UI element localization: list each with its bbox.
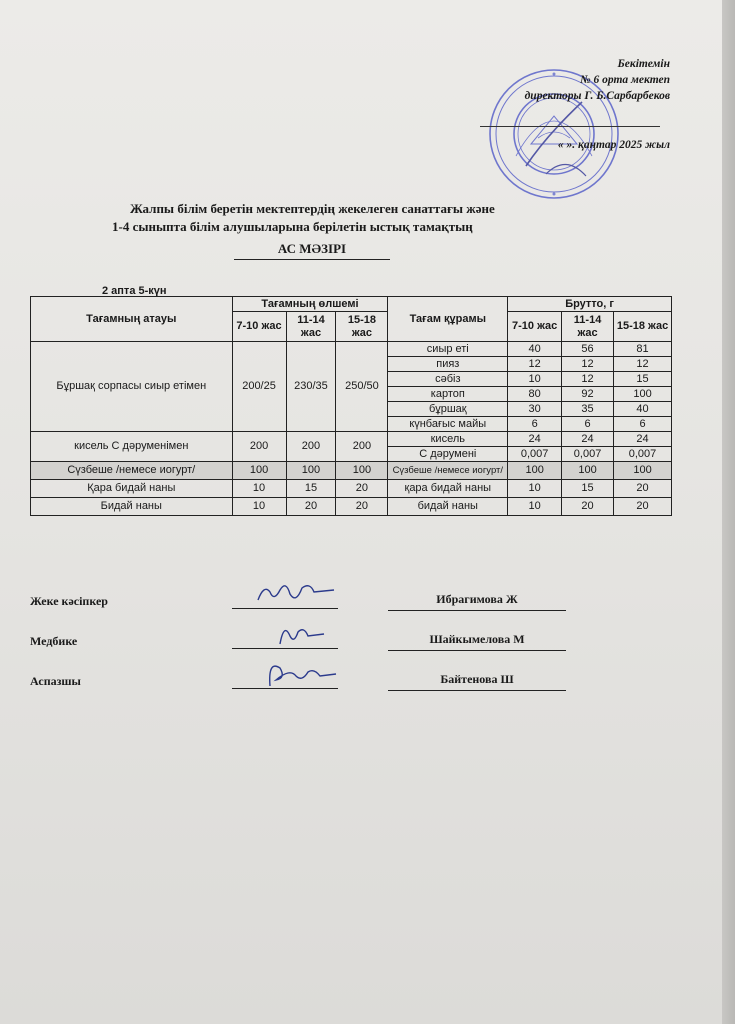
table-row: [31, 498, 672, 516]
gross-value: 24: [508, 432, 562, 447]
portion-value: 250/50: [336, 342, 388, 432]
gross-value: 100: [614, 387, 672, 402]
gross-value: 24: [614, 432, 672, 447]
gross-value: 10: [508, 480, 562, 498]
signature-line: [232, 688, 338, 689]
menu-table: [30, 296, 672, 516]
ingredient-name: қара бидай наны: [388, 480, 508, 498]
dish-name: Сүзбеше /немесе иогурт/: [31, 462, 233, 480]
portion-value: 200/25: [232, 342, 286, 432]
header-age-15-18: 15-18 жас: [336, 312, 388, 342]
signature-name: Ибрагимова Ж: [388, 592, 566, 611]
gross-value: 35: [562, 402, 614, 417]
table-row: [31, 480, 672, 498]
gross-value: 6: [614, 417, 672, 432]
gross-value: 6: [562, 417, 614, 432]
header-age-11-14: 11-14 жас: [286, 312, 336, 342]
gross-value: 0,007: [562, 447, 614, 462]
page-edge: [722, 0, 735, 1024]
gross-value: 12: [562, 357, 614, 372]
gross-value: 80: [508, 387, 562, 402]
gross-value: 40: [508, 342, 562, 357]
gross-value: 15: [562, 480, 614, 498]
portion-value: 100: [232, 462, 286, 480]
gross-value: 30: [508, 402, 562, 417]
dish-name: Бидай наны: [31, 498, 233, 516]
table-row: [31, 432, 672, 447]
ingredient-name: бұршақ: [388, 402, 508, 417]
ingredient-name: бидай наны: [388, 498, 508, 516]
gross-value: 0,007: [508, 447, 562, 462]
portion-value: 230/35: [286, 342, 336, 432]
gross-value: 12: [508, 357, 562, 372]
day-label: 2 апта 5-күн: [102, 285, 167, 297]
header-gross-age-7-10: 7-10 жас: [508, 312, 562, 342]
menu-heading: АС МӘЗІРІ: [234, 241, 390, 260]
ingredient-name: пияз: [388, 357, 508, 372]
approval-block: [490, 56, 670, 153]
gross-value: 100: [614, 462, 672, 480]
gross-value: 6: [508, 417, 562, 432]
signature-role: Аспазшы: [30, 674, 81, 688]
table-row: [31, 462, 672, 480]
gross-value: 20: [614, 480, 672, 498]
signature-row-entrepreneur: [30, 588, 590, 612]
gross-value: 100: [508, 462, 562, 480]
ingredient-name: кисель: [388, 432, 508, 447]
signature-row-nurse: [30, 628, 590, 652]
signature-role: Медбике: [30, 634, 78, 648]
gross-value: 100: [562, 462, 614, 480]
dish-name: Қара бидай наны: [31, 480, 233, 498]
header-composition: Тағам құрамы: [388, 297, 508, 342]
header-portion: Тағамның өлшемі: [232, 297, 388, 312]
gross-value: 92: [562, 387, 614, 402]
signature-row-cook: [30, 668, 590, 692]
approval-date: « ». қаңтар 2025 жыл: [557, 139, 670, 151]
gross-value: 12: [562, 372, 614, 387]
gross-value: 20: [614, 498, 672, 516]
ingredient-name: С дәрумені: [388, 447, 508, 462]
signature-scribble: [250, 618, 340, 650]
portion-value: 20: [336, 480, 388, 498]
header-age-7-10: 7-10 жас: [232, 312, 286, 342]
portion-value: 10: [232, 498, 286, 516]
portion-value: 20: [286, 498, 336, 516]
document-title: [90, 200, 630, 236]
header-gross-age-11-14: 11-14 жас: [562, 312, 614, 342]
gross-value: 56: [562, 342, 614, 357]
dish-name: Бұршақ сорпасы сиыр етімен: [31, 342, 233, 432]
gross-value: 10: [508, 498, 562, 516]
header-gross: Брутто, г: [508, 297, 672, 312]
portion-value: 200: [286, 432, 336, 462]
gross-value: 15: [614, 372, 672, 387]
dish-name: кисель С дәруменімен: [31, 432, 233, 462]
approval-school: № 6 орта мектеп: [580, 74, 670, 86]
portion-value: 20: [336, 498, 388, 516]
ingredient-name: сәбіз: [388, 372, 508, 387]
ingredient-name: Сүзбеше /немесе иогурт/: [388, 462, 508, 480]
title-line-2: 1-4 сыныпта білім алушыларына берілетін ыстық тамақтың: [112, 219, 473, 234]
header-gross-age-15-18: 15-18 жас: [614, 312, 672, 342]
approval-heading: Бекітемін: [617, 58, 670, 70]
approval-signature-line: [480, 104, 660, 127]
gross-value: 12: [614, 357, 672, 372]
gross-value: 10: [508, 372, 562, 387]
gross-value: 81: [614, 342, 672, 357]
portion-value: 10: [232, 480, 286, 498]
portion-value: 200: [232, 432, 286, 462]
portion-value: 15: [286, 480, 336, 498]
signature-name: Байтенова Ш: [388, 672, 566, 691]
gross-value: 24: [562, 432, 614, 447]
signature-line: [232, 608, 338, 609]
signature-name: Шайкымелова М: [388, 632, 566, 651]
signature-scribble: [250, 658, 340, 690]
ingredient-name: сиыр еті: [388, 342, 508, 357]
approval-director: директоры Г. Б.Сарбарбеков: [524, 90, 670, 102]
title-line-1: Жалпы білім беретін мектептердің жекелеген санаттағы және: [130, 201, 495, 216]
gross-value: 20: [562, 498, 614, 516]
table-row: [31, 342, 672, 357]
portion-value: 100: [336, 462, 388, 480]
signature-role: Жеке кәсіпкер: [30, 594, 108, 608]
ingredient-name: күнбағыс майы: [388, 417, 508, 432]
header-dish-name: Тағамның атауы: [31, 297, 233, 342]
ingredient-name: картоп: [388, 387, 508, 402]
signature-scribble: [250, 578, 340, 610]
signature-line: [232, 648, 338, 649]
gross-value: 40: [614, 402, 672, 417]
gross-value: 0,007: [614, 447, 672, 462]
portion-value: 100: [286, 462, 336, 480]
portion-value: 200: [336, 432, 388, 462]
